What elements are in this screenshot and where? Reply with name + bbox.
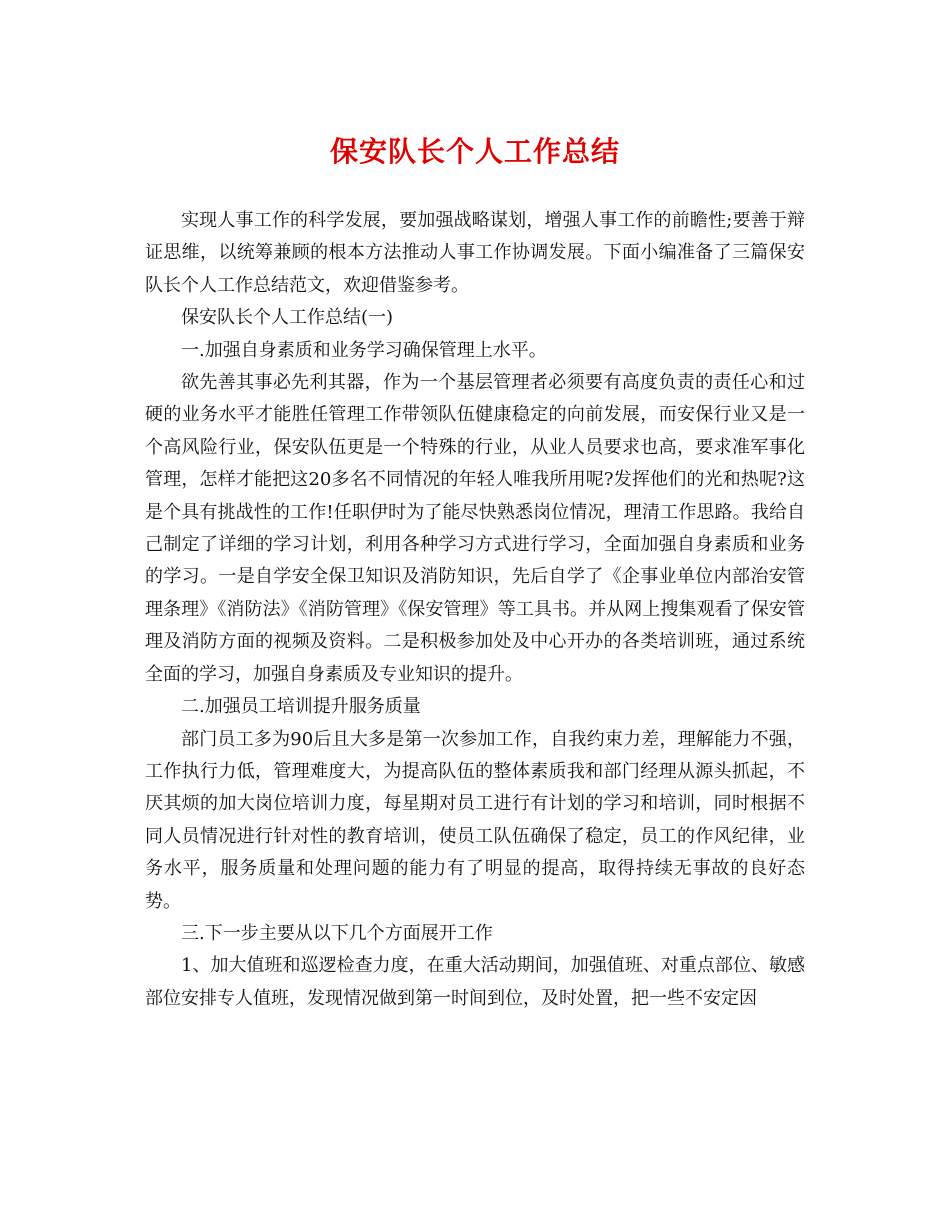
section-heading-2: 二.加强员工培训提升服务质量 — [181, 696, 421, 718]
section-paragraph-3: 1、加大值班和巡逻检查力度，在重大活动期间，加强值班、对重点部位、敏感部位安排专人值班，发现情况做到第一时间到位，及时处置，把一些不安定因 — [145, 955, 805, 1009]
document-body — [145, 205, 805, 1015]
summary-subtitle: 保安队长个人工作总结(一) — [181, 307, 394, 329]
section-paragraph-2: 部门员工多为90后且大多是第一次参加工作，自我约束力差，理解能力不强，工作执行力低，管理难度大，为提高队伍的整体素质我和部门经理从源头抓起，不厌其烦的加大岗位培训力度，每星期对员工进行有计划的学习和培训，同时根据不同人员情况进行针对性的教育培训，使员工队伍确保了稳定，员工的作风纪律，业务水平，服务质量和处理问题的能力有了明显的提高，取得持续无事故的良好态势。 — [145, 728, 805, 912]
section-heading-3: 三.下一步主要从以下几个方面展开工作 — [181, 922, 493, 944]
section-paragraph-1: 欲先善其事必先利其器，作为一个基层管理者必须要有高度负责的责任心和过硬的业务水平才能胜任管理工作带领队伍健康稳定的向前发展，而安保行业又是一个高风险行业，保安队伍更是一个特殊的行业，从业人员要求也高，要求准军事化管理，怎样才能把这20多名不同情况的年轻人唯我所用呢?发挥他们的光和热呢?这是个具有挑战性的工作!任职伊时为了能尽快熟悉岗位情况，理清工作思路。我给自己制定了详细的学习计划，利用各种学习方式进行学习，全面加强自身素质和业务的学习。一是自学安全保卫知识及消防知识，先后自学了《企事业单位内部治安管理条理》《消防法》《消防管理》《保安管理》等工具书。并从网上搜集观看了保安管理及消防方面的视频及资料。二是积极参加处及中心开办的各类培训班，通过系统全面的学习，加强自身素质及专业知识的提升。 — [145, 372, 806, 685]
intro-paragraph: 实现人事工作的科学发展，要加强战略谋划，增强人事工作的前瞻性;要善于辩证思维，以统筹兼顾的根本方法推动人事工作协调发展。下面小编准备了三篇保安队长个人工作总结范文，欢迎借鉴参考。 — [145, 210, 805, 296]
section-heading-1: 一.加强自身素质和业务学习确保管理上水平。 — [181, 339, 547, 361]
document-title: 保安队长个人工作总结 — [329, 135, 620, 168]
